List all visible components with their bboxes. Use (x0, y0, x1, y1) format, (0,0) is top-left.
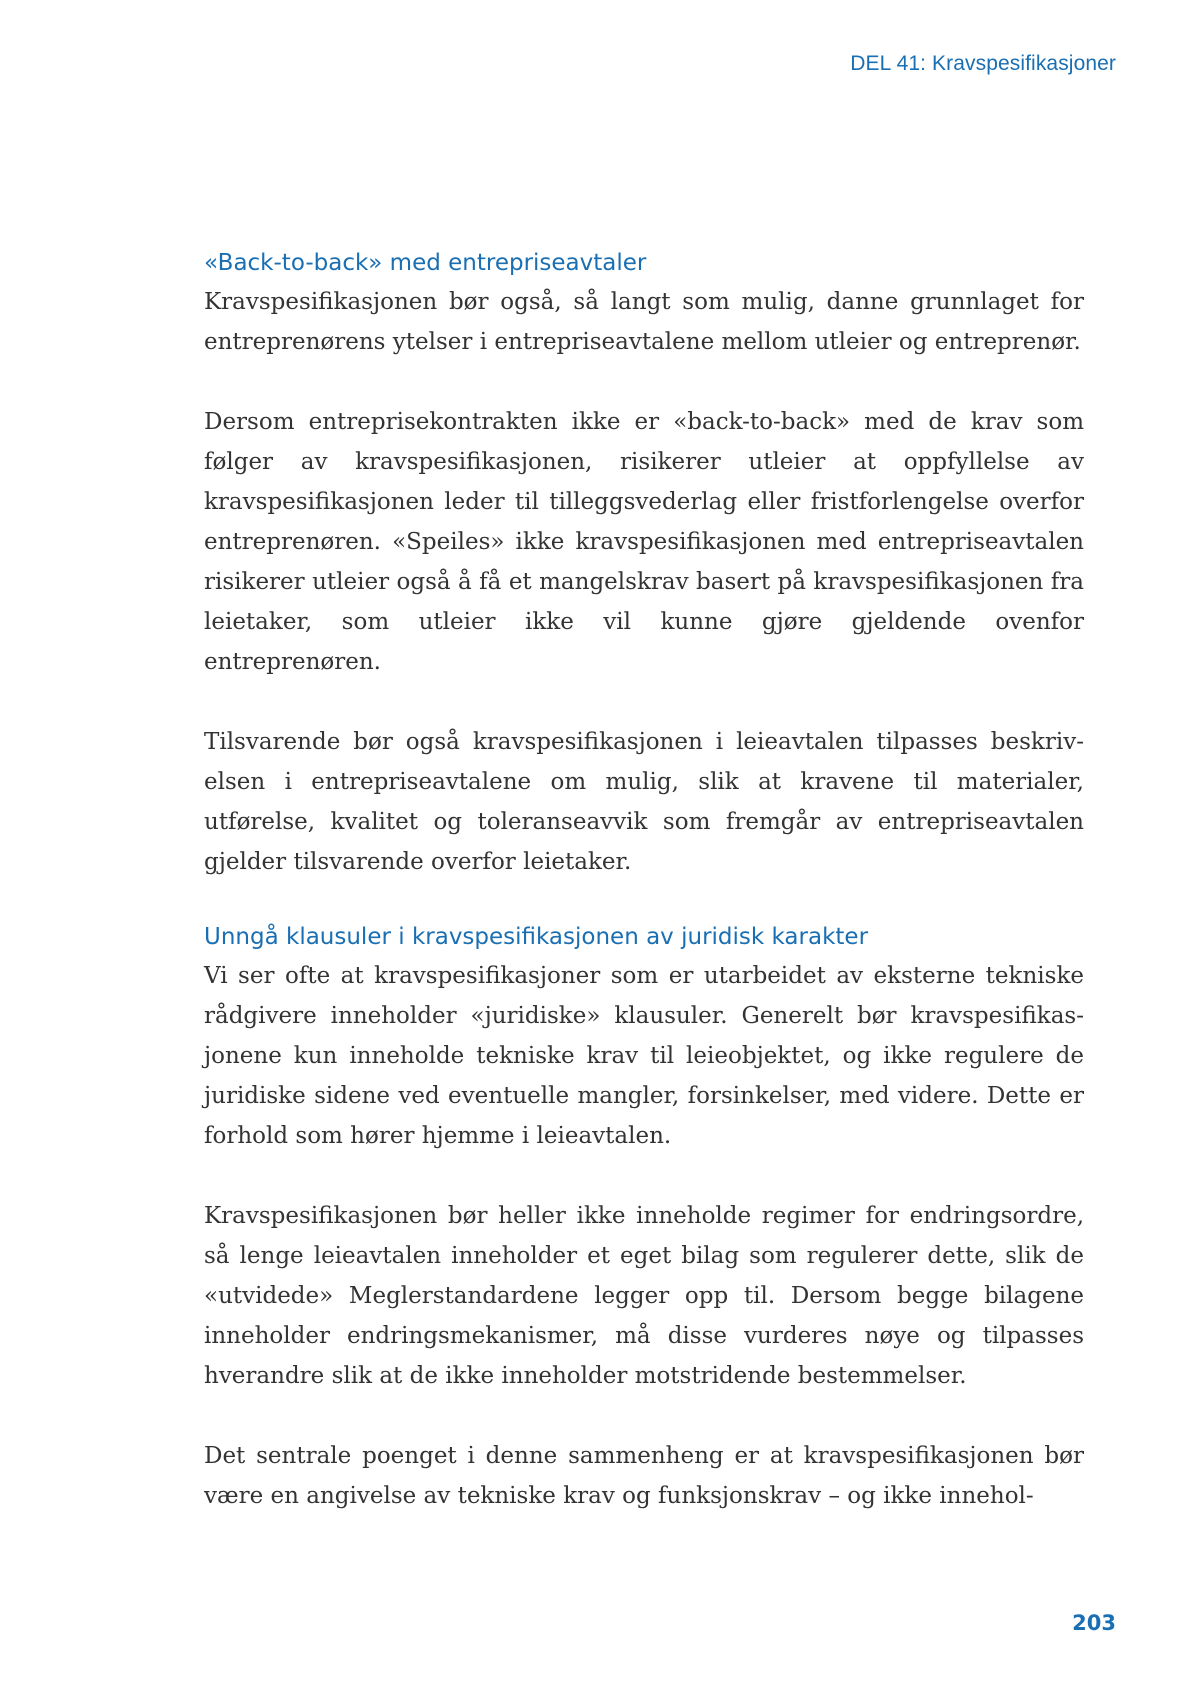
body-paragraph: Dersom entreprisekontrakten ikke er «back-to-back» med de krav som følger av kravspesifikasjonen, risikerer utleier at oppfyllelse av kravspesifikasjonen leder til tilleggsvederlag eller fristforlengelse overfor entreprenøren. «Speiles» ikke kravspesifikasjonen med entrepriseavtalen risikerer utleier også å få et mangelskrav basert på kravspesifikasjonen fra leietaker, som utleier ikke vil kunne gjøre gjeldende ovenfor entreprenøren. (204, 409, 1084, 675)
page-body (204, 248, 1084, 1516)
body-paragraph: Det sentrale poenget i denne sammenheng er at kravspesifikasjonen bør være en angivelse av tekniske krav og funksjonskrav – og ikke innehol- (204, 1443, 1084, 1509)
page-number: 203 (1072, 1611, 1116, 1635)
body-paragraph: Kravspesifikasjonen bør heller ikke inneholde regimer for endringsordre, så lenge leieavtalen inneholder et eget bilag som regulerer dette, slik de «utvidede» Meglerstandardene legger opp til. Dersom begge bilagene inneholder endringsmekanismer, må disse vurderes nøye og tilpasses hverandre slik at de ikke inneholder motstridende bestemmelser. (204, 1203, 1084, 1389)
body-paragraph: Vi ser ofte at kravspesifikasjoner som er utarbeidet av eksterne tekniske rådgivere inneholder «juridiske» klausuler. Generelt bør kravspesifikasjonene kun inneholde tekniske krav til leieobjektet, og ikke regulere de juridiske sidene ved eventuelle mangler, forsinkelser, med videre. Dette er forhold som hører hjemme i leieavtalen. (204, 963, 1084, 1149)
body-paragraph: Tilsvarende bør også kravspesifikasjonen i leieavtalen tilpasses beskrivelsen i entrepriseavtalene om mulig, slik at kravene til materialer, utførelse, kvalitet og toleranseavvik som fremgår av entrepriseavtalen gjelder tilsvarende overfor leietaker. (204, 729, 1084, 875)
section-heading-juridisk: Unngå klausuler i kravspesifikasjonen av juridisk karakter (204, 924, 869, 950)
body-paragraph: Kravspesifikasjonen bør også, så langt som mulig, danne grunnlaget for entreprenørens ytelser i entrepriseavtalene mellom utleier og entreprenør. (204, 289, 1084, 355)
running-header: DEL 41: Kravspesifikasjoner (850, 52, 1116, 75)
section-heading-back-to-back: «Back-to-back» med entrepriseavtaler (204, 250, 647, 276)
